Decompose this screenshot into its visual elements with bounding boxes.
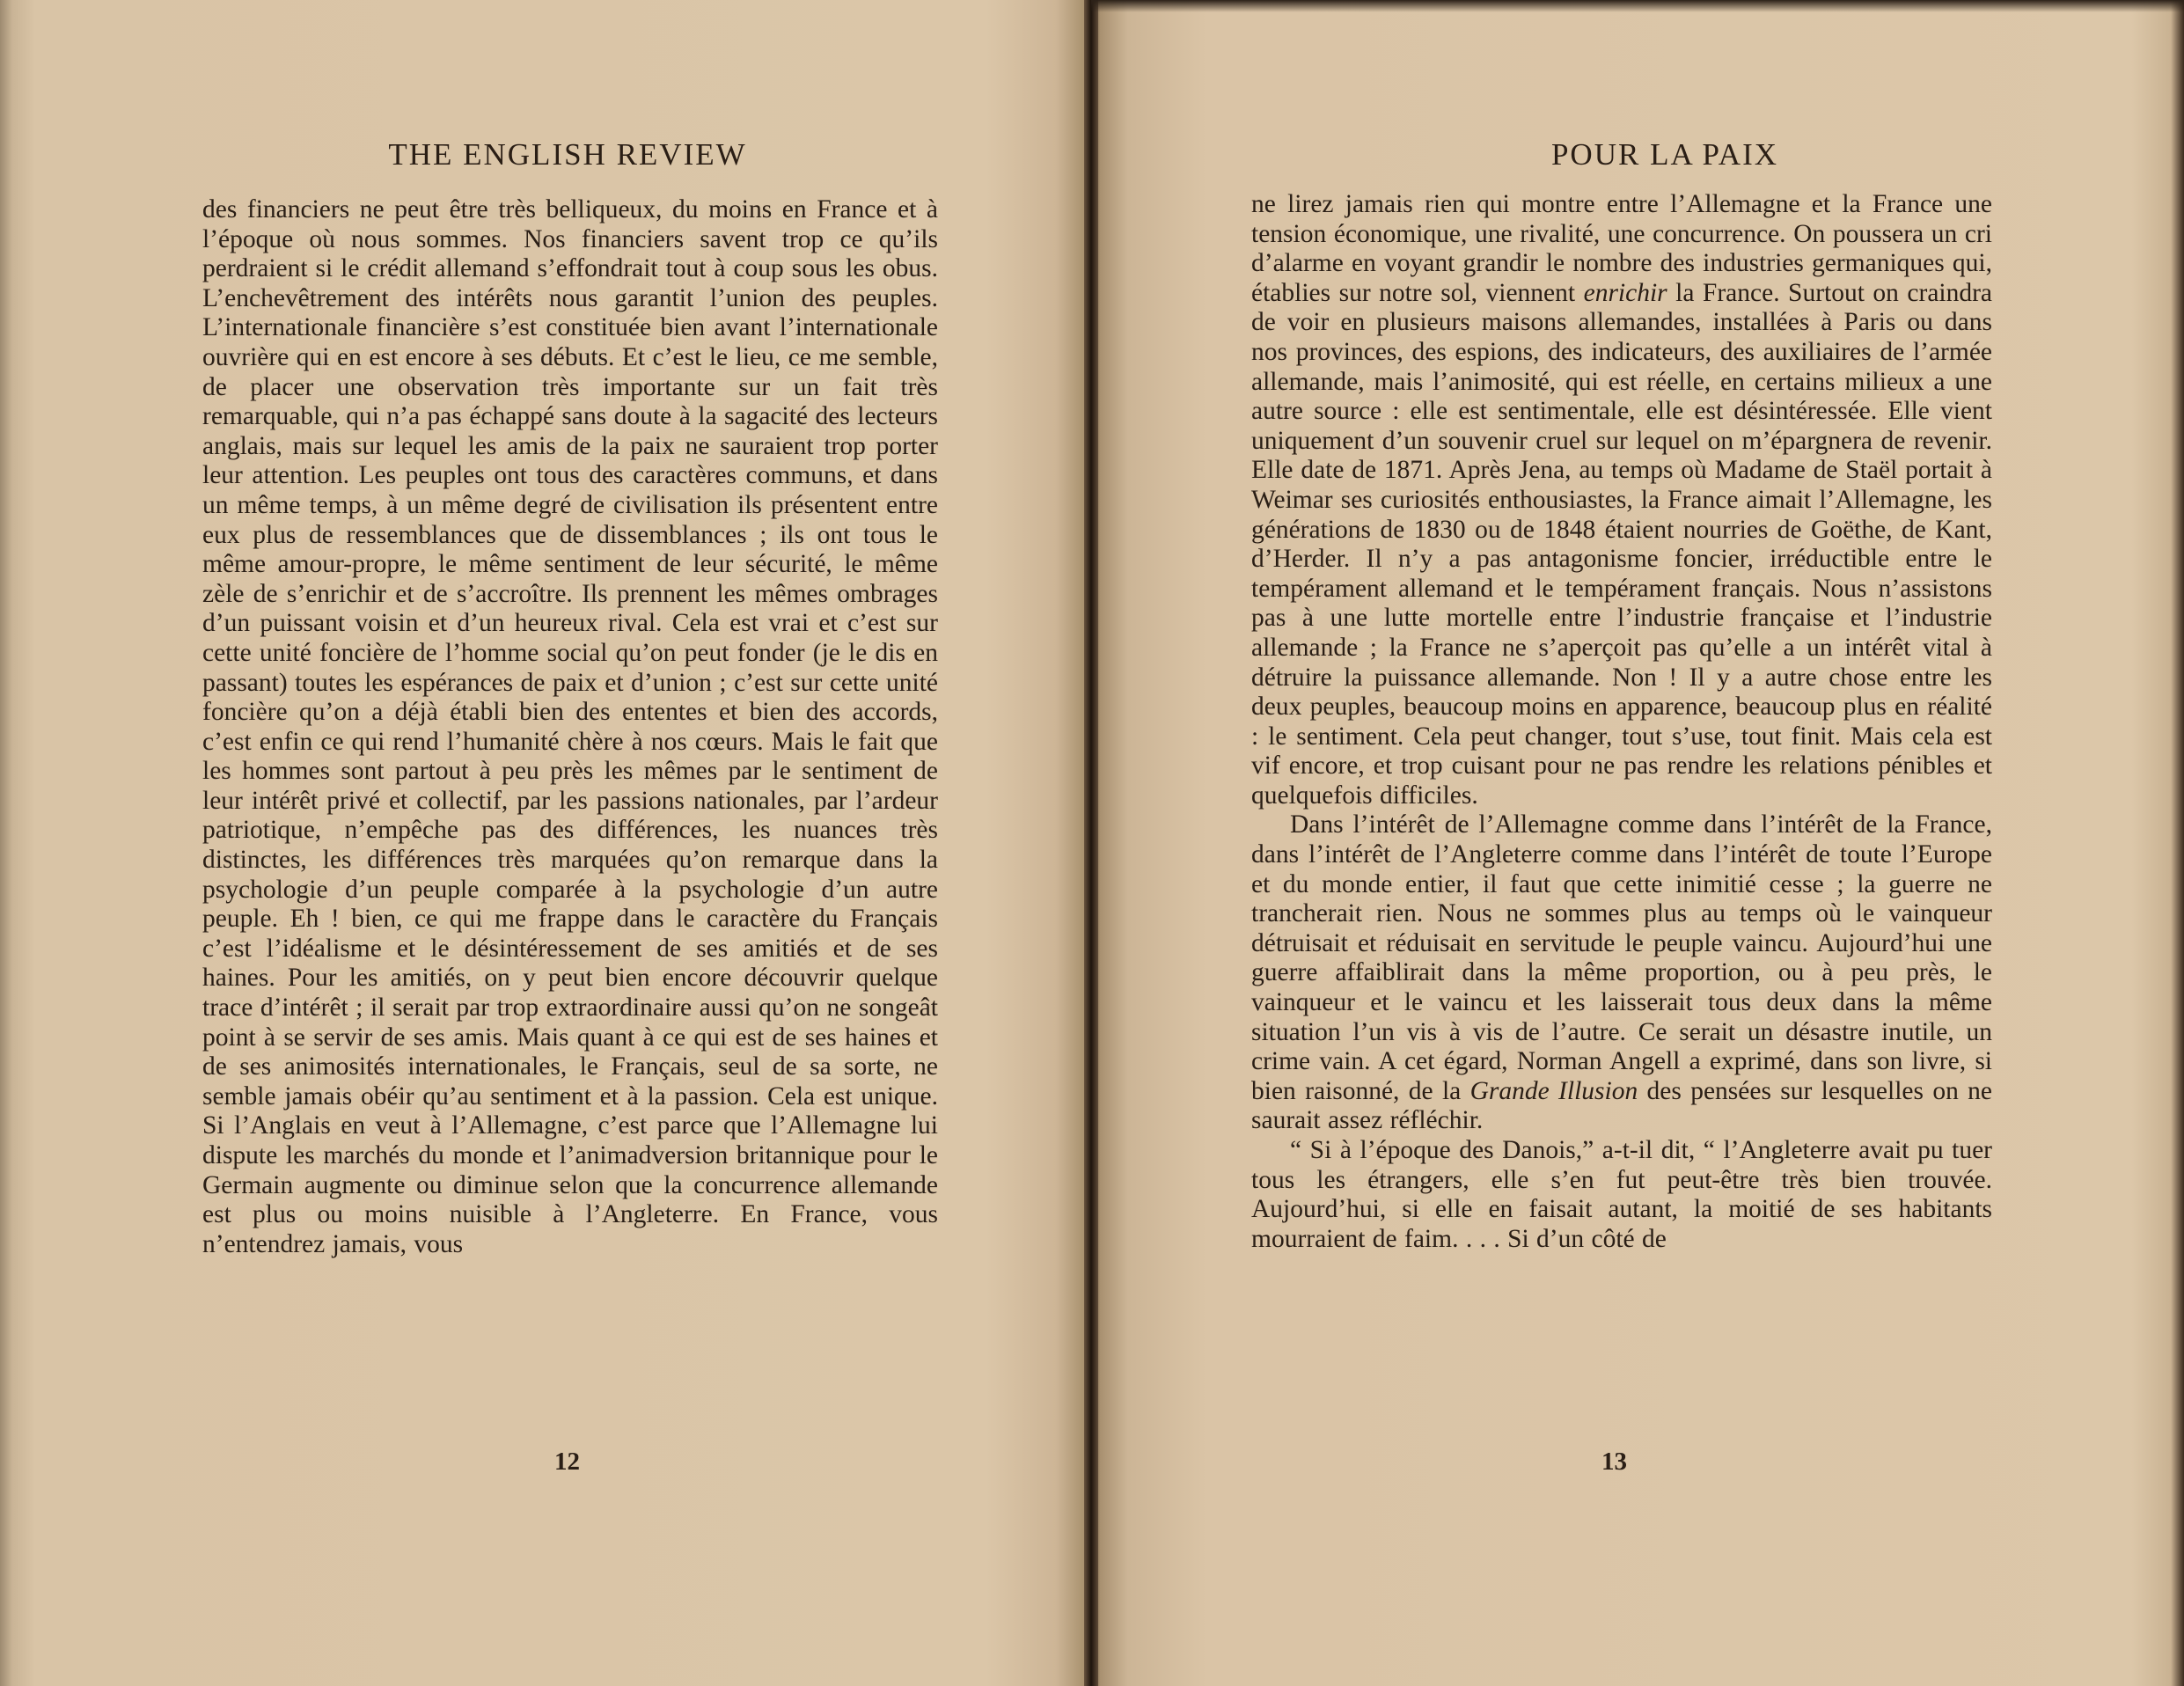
left-page-body <box>202 195 938 1259</box>
running-header-left: THE ENGLISH REVIEW <box>388 137 747 172</box>
p1-text-b: la France. Surtout on craindra de voir en plusieurs maisons allemandes, installées à Paris ou dans nos provinces, des espions, des indicateurs, des auxiliaires de l’armée allemande, mais l’animosité, qui est réelle, en certains milieux a une autre source : elle est sentimentale, elle est désintéressée. Elle vient uniquement d’un souvenir cruel sur lequel on m’épargnera de revenir. Elle date de 1871. Après Jena, au temps où Madame de Staël portait à Weimar ses curiosités enthousiastes, la France aimait l’Allemagne, les générations de 1830 ou de 1848 étaient nourries de Goëthe, de Kant, d’Herder. Il n’y a pas antagonisme foncier, irréductible entre le tempérament allemand et le tempérament français. Nous n’assistons pas à une lutte mortelle entre l’industrie française et l’industrie allemande ; la France ne s’aperçoit pas qu’elle a un intérêt vital à détruire la puissance allemande. Non ! Il y a autre chose entre les deux peuples, beaucoup moins en apparence, beaucoup plus en réalité : le sentiment. Cela peut changer, tout s’use, tout finit. Mais cela est vif encore, et trop cuisant pour ne pas rendre les relations pénibles et quelquefois difficiles. <box>1251 278 1993 810</box>
right-page <box>1093 0 2184 1686</box>
page-top-shadow <box>1091 0 2184 12</box>
page-number-left: 12 <box>554 1448 580 1476</box>
p1-italic-word: enrichir <box>1583 278 1667 307</box>
p1-text-a: ne lirez jamais rien qui montre entre l’Allemagne et la France une tension économique, une rivalité, une concurrence. On poussera un cri d’alarme en voyant grandir le nombre des industries germaniques qui, établies sur notre sol, viennent <box>1251 190 1992 307</box>
right-paragraph-1 <box>1251 190 1992 810</box>
left-page <box>0 0 1089 1686</box>
right-paragraph-2 <box>1251 810 1992 1136</box>
right-paragraph-3: “ Si à l’époque des Danois,” a-t-il dit, “ l’Angleterre avait pu tuer tous les étrangers, elle s’en fut peut-être très bien trouvée. Aujourd’hui, si elle en faisait autant, la moitié de ses habitants mourraient de faim. . . . Si d’un côté de <box>1251 1136 1992 1253</box>
p2-text-b: des pensées sur lesquelles on ne saurait assez réfléchir. <box>1251 1076 1993 1135</box>
book-gutter <box>1084 0 1098 1686</box>
p2-text-a: Dans l’intérêt de l’Allemagne comme dans l’intérêt de la France, dans l’intérêt de l’Angleterre comme dans l’intérêt de toute l’Europe et du monde entier, il faut que cette inimitié cesse ; la guerre ne trancherait rien. Nous ne sommes plus au temps où le vainqueur détruisait et réduisait en servitude le peuple vaincu. Aujourd’hui une guerre affaiblirait dans la même proportion, ou à peu près, le vainqueur et le vaincu et les laisserait tous deux dans la même situation l’un vis à vis de l’autre. Ce serait un désastre inutile, un crime vain. A cet égard, Norman Angell a exprimé, dans son livre, si bien raisonné, de la <box>1251 810 1992 1105</box>
running-header-right: POUR LA PAIX <box>1550 137 1779 172</box>
right-page-body <box>1251 190 1992 1254</box>
left-paragraph: des financiers ne peut être très belliqueux, du moins en France et à l’époque où nous sommes. Nos financiers savent trop ce qu’ils perdraient si le crédit allemand s’effondrait tout à coup sous les obus. L’enchevêtrement des intérêts nous garantit l’union des peuples. L’internationale financière s’est constituée bien avant l’internationale ouvrière qui en est encore à ses débuts. Et c’est le lieu, ce me semble, de placer une observation très importante sur un fait très remarquable, qui n’a pas échappé sans doute à la sagacité des lecteurs anglais, mais sur lequel les amis de la paix ne sauraient trop porter leur attention. Les peuples ont tous des caractères communs, et dans un même temps, à un même degré de civilisation ils présentent entre eux plus de ressemblances que de dissemblances ; ils ont tous le même amour-propre, le même sentiment de leur sécurité, le même zèle de s’enrichir et de s’accroître. Ils prennent les mêmes ombrages d’un puissant voisin et d’un heureux rival. Cela est vrai et c’est sur cette unité foncière de l’homme social qu’on peut fonder (je le dis en passant) toutes les espérances de paix et d’union ; c’est sur cette unité foncière qu’on a déjà établi bien des ententes et bien des accords, c’est enfin ce qui rend l’humanité chère à nos cœurs. Mais le fait que les hommes sont partout à peu près les mêmes par le sentiment de leur intérêt privé et collectif, par les passions nationales, par l’ardeur patriotique, n’empêche pas des différences, les nuances très distinctes, les différences très marquées qu’on remarque dans la psychologie d’un peuple comparée à la psychologie d’un autre peuple. Eh ! bien, ce qui me frappe dans le caractère du Français c’est l’idéalisme et le désintéressement de ses amitiés et de ses haines. Pour les amitiés, on y peut bien encore découvrir quelque trace d’intérêt ; il serait par trop extraordinaire aussi qu’on ne songeât point à se servir de ses amis. Mais quant à ce qui est de ses haines et de ses animosités internationales, le Français, seul de sa sorte, ne semble jamais obéir qu’au sentiment et à la passion. Cela est unique. Si l’Anglais en veut à l’Allemagne, c’est parce que l’Allemagne lui dispute les marchés du monde et l’animadversion britannique pour le Germain augmente ou diminue selon que la concurrence allemande est plus ou moins nuisible à l’Angleterre. En France, vous n’entendrez jamais, vous <box>202 195 938 1258</box>
page-number-right: 13 <box>1601 1448 1627 1476</box>
p2-italic-title: Grande Illusion <box>1469 1076 1638 1105</box>
